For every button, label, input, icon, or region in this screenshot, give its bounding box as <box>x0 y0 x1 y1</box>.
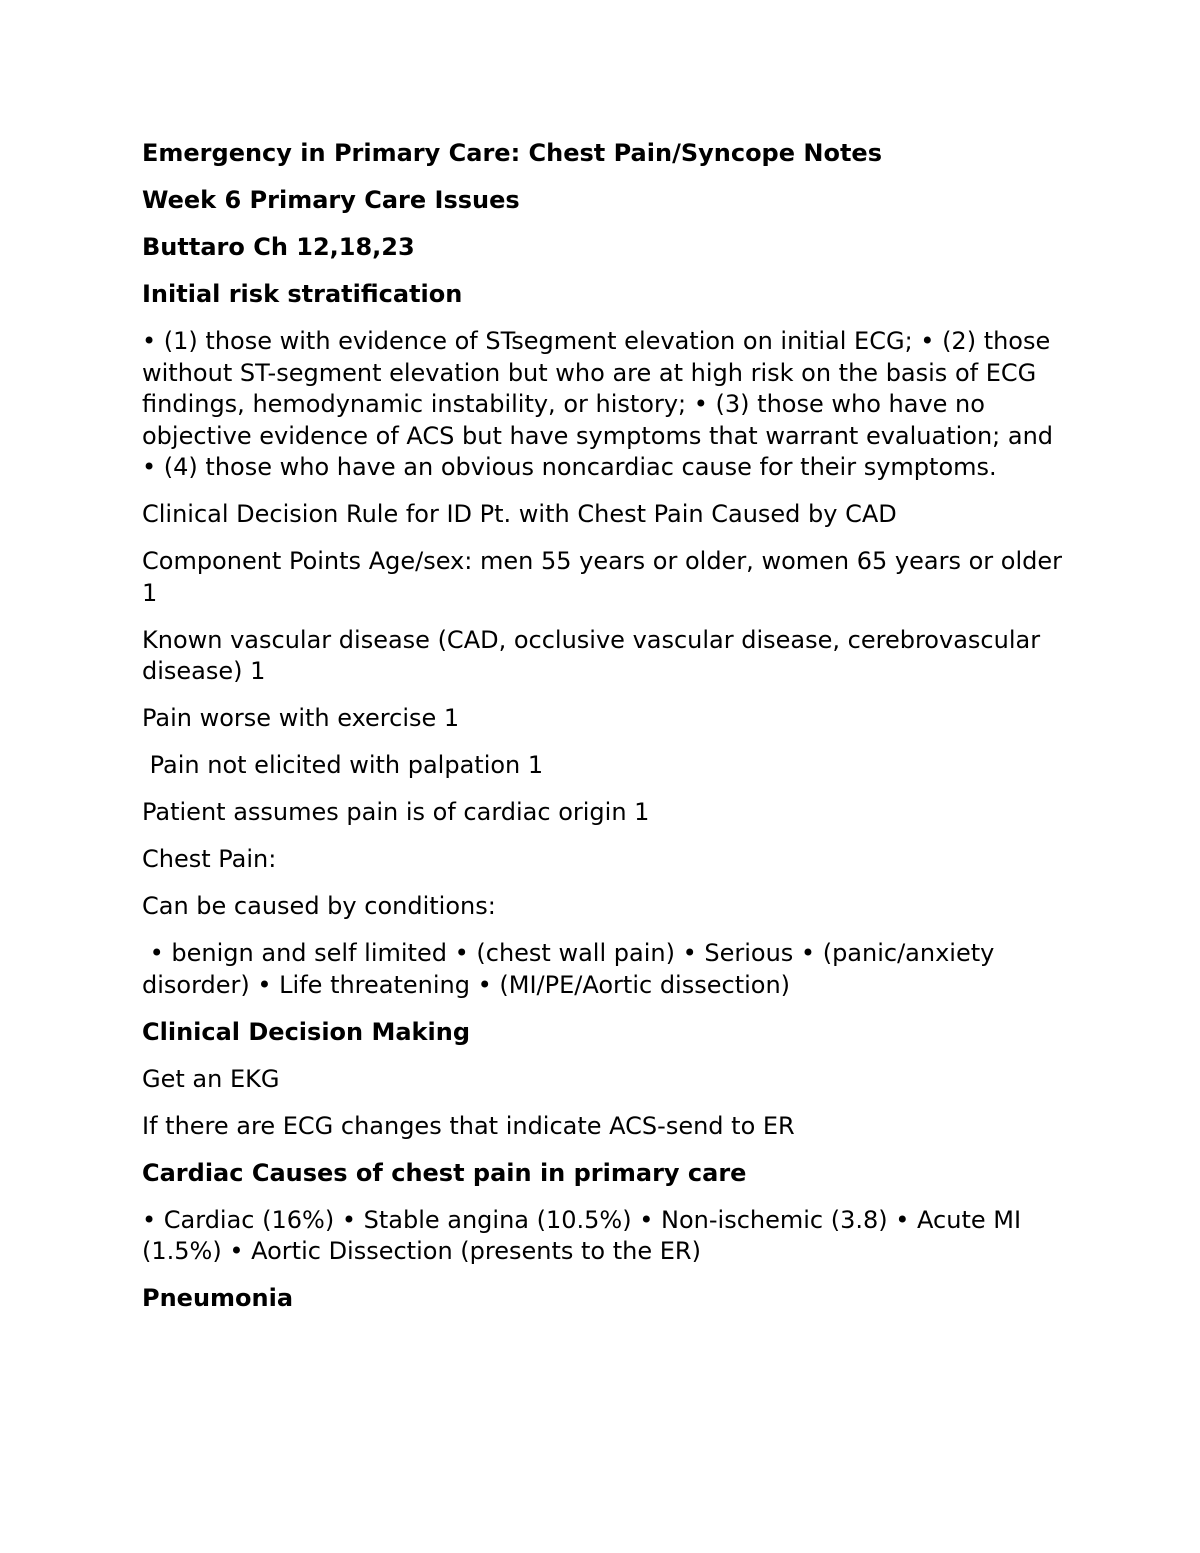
risk-stratification-text: • (1) those with evidence of STsegment elevation on initial ECG; • (2) those without ST-segment elevation but who are at high risk on the basis of ECG findings, hemodynamic instability, or history; • (3) those who have no objective evidence of ACS but have symptoms that warrant evaluation; and • (4) those who have an obvious noncardiac cause for their symptoms. <box>142 327 1054 481</box>
decision-rule-patient-assumes: Patient assumes pain is of cardiac origin 1 <box>142 798 650 826</box>
get-ekg-text: Get an EKG <box>142 1064 280 1093</box>
decision-rule-vascular-disease: Known vascular disease (CAD, occlusive vascular disease, cerebrovascular disease) 1 <box>142 625 1041 685</box>
decision-rule-exercise: Pain worse with exercise 1 <box>142 704 460 732</box>
document-title: Emergency in Primary Care: Chest Pain/Syncope Notes <box>142 139 882 167</box>
section-heading-risk-stratification: Initial risk stratification <box>142 280 463 308</box>
section-heading-cardiac-causes: Cardiac Causes of chest pain in primary care <box>142 1158 747 1187</box>
chapter-reference: Buttaro Ch 12,18,23 <box>142 233 415 261</box>
decision-rule-heading: Clinical Decision Rule for ID Pt. with Chest Pain Caused by CAD <box>142 500 897 528</box>
week-heading: Week 6 Primary Care Issues <box>142 186 520 214</box>
cardiac-causes-list: • Cardiac (16%) • Stable angina (10.5%) • Non-ischemic (3.8) • Acute MI (1.5%) • Aortic Dissection (presents to the ER) <box>142 1205 1022 1265</box>
conditions-label: Can be caused by conditions: <box>142 892 496 920</box>
decision-rule-age-sex: Component Points Age/sex: men 55 years or older, women 65 years or older 1 <box>142 547 1062 607</box>
document-body <box>142 138 1062 1330</box>
conditions-list: • benign and self limited • (chest wall pain) • Serious • (panic/anxiety disorder) • Life threatening • (MI/PE/Aortic dissection) <box>142 939 1002 999</box>
decision-rule-palpation: Pain not elicited with palpation 1 <box>142 751 544 779</box>
section-heading-decision-making: Clinical Decision Making <box>142 1017 471 1046</box>
section-heading-pneumonia: Pneumonia <box>142 1284 294 1312</box>
chest-pain-label: Chest Pain: <box>142 845 277 873</box>
ecg-changes-text: If there are ECG changes that indicate ACS-send to ER <box>142 1111 795 1140</box>
